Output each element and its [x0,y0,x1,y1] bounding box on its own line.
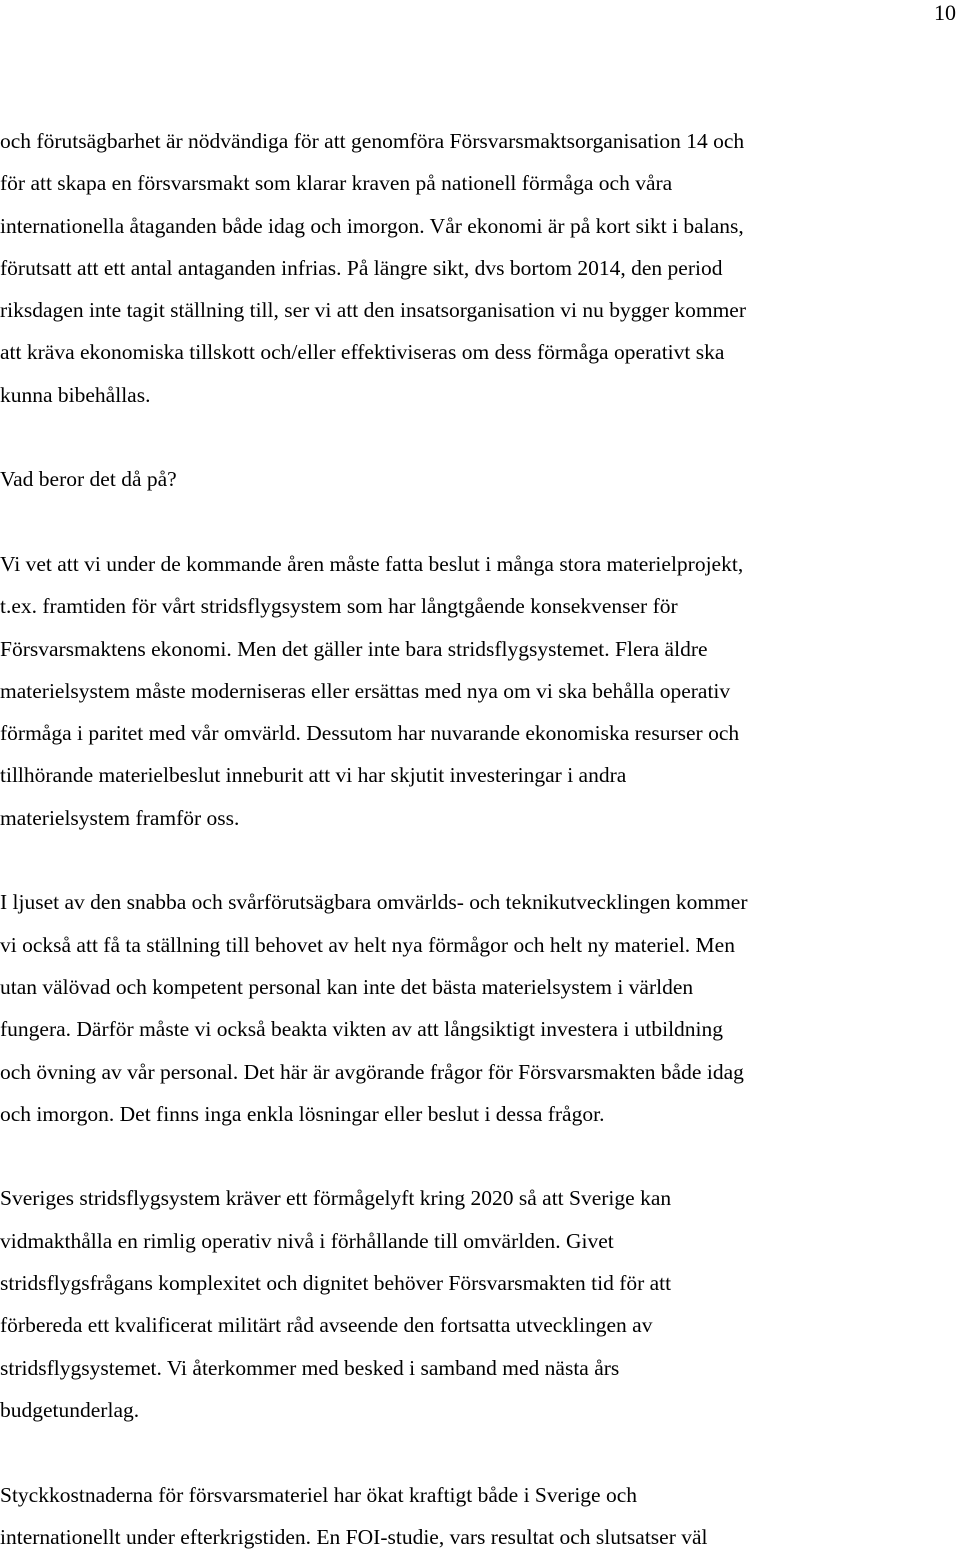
text-line: Vad beror det då på? [0,458,960,500]
text-line: Sveriges stridsflygsystem kräver ett förmågelyft kring 2020 så att Sverige kan [0,1177,960,1219]
text-line: vi också att få ta ställning till behovet av helt nya förmågor och helt ny materiel. Men [0,924,960,966]
text-line: att kräva ekonomiska tillskott och/eller effektiviseras om dess förmåga operativt ska [0,331,960,373]
text-line: förbereda ett kvalificerat militärt råd avseende den fortsatta utvecklingen av [0,1304,960,1346]
paragraph-2 [0,458,960,500]
text-line: utan välövad och kompetent personal kan inte det bästa materielsystem i världen [0,966,960,1008]
page-number: 10 [934,0,956,26]
paragraph-1 [0,120,960,416]
text-line: för att skapa en försvarsmakt som klarar kraven på nationell förmåga och våra [0,162,960,204]
text-line: budgetunderlag. [0,1389,960,1431]
paragraph-5 [0,1177,960,1431]
text-line: riksdagen inte tagit ställning till, ser vi att den insatsorganisation vi nu bygger kommer [0,289,960,331]
text-line: stridsflygsystemet. Vi återkommer med besked i samband med nästa års [0,1347,960,1389]
text-line: kunna bibehållas. [0,374,960,416]
text-line: fungera. Därför måste vi också beakta vikten av att långsiktigt investera i utbildning [0,1008,960,1050]
text-line: materielsystem måste moderniseras eller ersättas med nya om vi ska behålla operativ [0,670,960,712]
paragraph-6 [0,1474,960,1558]
text-line: och övning av vår personal. Det här är avgörande frågor för Försvarsmakten både idag [0,1051,960,1093]
text-line: materielsystem framför oss. [0,797,960,839]
text-line: och imorgon. Det finns inga enkla lösningar eller beslut i dessa frågor. [0,1093,960,1135]
text-line: I ljuset av den snabba och svårförutsägbara omvärlds- och teknikutvecklingen kommer [0,881,960,923]
text-line: Styckkostnaderna för försvarsmateriel har ökat kraftigt både i Sverige och [0,1474,960,1516]
text-line: stridsflygsfrågans komplexitet och dignitet behöver Försvarsmakten tid för att [0,1262,960,1304]
paragraph-4 [0,881,960,1135]
text-line: Försvarsmaktens ekonomi. Men det gäller inte bara stridsflygsystemet. Flera äldre [0,628,960,670]
text-line: vidmakthålla en rimlig operativ nivå i förhållande till omvärlden. Givet [0,1220,960,1262]
text-line: förmåga i paritet med vår omvärld. Dessutom har nuvarande ekonomiska resurser och [0,712,960,754]
text-line: förutsatt att ett antal antaganden infrias. På längre sikt, dvs bortom 2014, den period [0,247,960,289]
text-line: tillhörande materielbeslut inneburit att vi har skjutit investeringar i andra [0,754,960,796]
text-line: Vi vet att vi under de kommande åren måste fatta beslut i många stora materielprojekt, [0,543,960,585]
document-body [0,120,960,1558]
text-line: internationellt under efterkrigstiden. En FOI-studie, vars resultat och slutsatser väl [0,1516,960,1558]
paragraph-3 [0,543,960,839]
text-line: t.ex. framtiden för vårt stridsflygsystem som har långtgående konsekvenser för [0,585,960,627]
text-line: internationella åtaganden både idag och imorgon. Vår ekonomi är på kort sikt i balans, [0,205,960,247]
text-line: och förutsägbarhet är nödvändiga för att genomföra Försvarsmaktsorganisation 14 och [0,120,960,162]
